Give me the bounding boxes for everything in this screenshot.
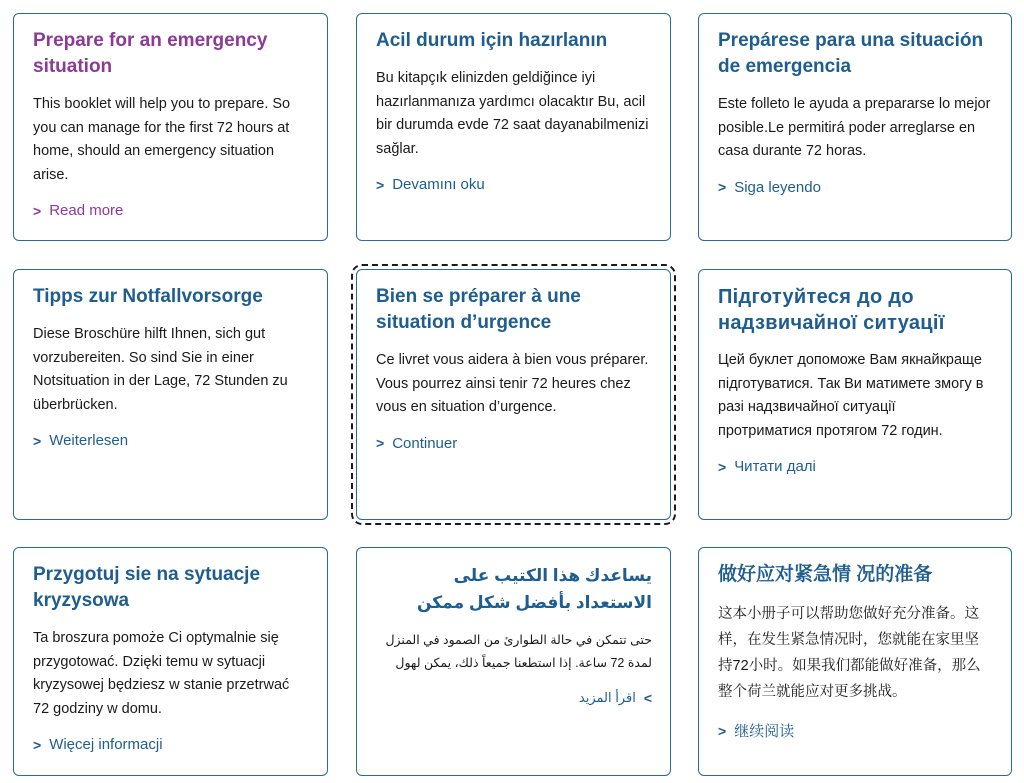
- chevron-right-icon: >: [718, 722, 727, 739]
- card-english[interactable]: [13, 13, 328, 241]
- link-label: 继续阅读: [734, 723, 795, 740]
- card-french[interactable]: [356, 269, 671, 520]
- card-title: 做好应对紧急情 况的准备: [718, 564, 933, 585]
- link-label: Читати далі: [734, 458, 816, 475]
- card-arabic[interactable]: [356, 547, 671, 776]
- card-body: Diese Broschüre hilft Ihnen, sich gut vorzubereiten. So sind Sie in einer Notsituation in der Lage, 72 Stunden zu überbrücken.: [33, 326, 288, 413]
- read-more-link[interactable]: [33, 202, 123, 219]
- card-body: حتى تتمكن في حالة الطوارئ من الصمود في المنزل لمدة 72 ساعة. إذا استطعنا جميعاً ذلك، يمكن لهول: [385, 633, 652, 670]
- chevron-right-icon: >: [33, 202, 42, 219]
- link-label: Devamını oku: [392, 176, 485, 193]
- link-label: Więcej informacji: [49, 736, 163, 753]
- card-title: Підготуйтеся до до надзвичайної ситуації: [718, 286, 945, 334]
- card-title: Przygotuj sie na sytuacje kryzysowa: [33, 564, 261, 611]
- chevron-right-icon: >: [718, 179, 727, 195]
- read-more-link[interactable]: [33, 736, 163, 753]
- card-body: Ce livret vous aidera à bien vous préparer. Vous pourrez ainsi tenir 72 heures chez vous en situation d’urgence.: [376, 352, 649, 415]
- read-more-link[interactable]: [33, 432, 128, 449]
- link-label: Read more: [49, 202, 124, 219]
- card-title: يساعدك هذا الكتيب على الاستعداد بأفضل شكل ممكن: [417, 566, 652, 612]
- read-more-link[interactable]: [376, 435, 457, 452]
- card-turkish[interactable]: [356, 13, 671, 241]
- chevron-right-icon: >: [376, 435, 385, 451]
- card-body: Bu kitapçık elinizden geldiğince iyi hazırlanmanıza yardımcı olacaktır Bu, acil bir durumda evde 72 saat dayanabilmenizi sağlar.: [376, 70, 649, 157]
- card-title: Prepárese para una situación de emergencia: [718, 30, 984, 77]
- link-label: Siga leyendo: [734, 178, 821, 196]
- card-ukrainian[interactable]: [698, 269, 1012, 520]
- link-label: اقرأ المزيد: [578, 690, 636, 705]
- link-label: Weiterlesen: [49, 432, 129, 449]
- card-body: Цей буклет допоможе Вам якнайкраще підготуватися. Так Ви матимете змогу в разі надзвичайної ситуації протриматися протягом 72 годин.: [718, 352, 984, 439]
- card-title: Bien se préparer à une situation d’urgence: [376, 286, 581, 333]
- card-body: This booklet will help you to prepare. So you can manage for the first 72 hours at home, should an emergency situation arise.: [33, 96, 291, 183]
- chevron-right-icon: >: [33, 432, 42, 449]
- card-title: Prepare for an emergency situation: [33, 30, 268, 77]
- chevron-right-icon: >: [718, 458, 727, 475]
- read-more-link[interactable]: [718, 720, 794, 741]
- card-title: Acil durum için hazırlanın: [376, 30, 608, 51]
- card-chinese[interactable]: [698, 547, 1012, 776]
- card-body: 这本小册子可以帮助您做好充分准备。这样，在发生紧急情况时，您就能在家里坚持72小时。如果我们都能做好准备，那么整个荷兰就能应对更多挑战。: [718, 606, 981, 700]
- read-more-link[interactable]: [718, 179, 821, 196]
- read-more-link[interactable]: [718, 458, 816, 475]
- card-spanish[interactable]: [698, 13, 1012, 241]
- link-label: Continuer: [392, 434, 458, 452]
- card-body: Este folleto le ayuda a prepararse lo mejor posible.Le permitirá poder arreglarse en casa durante 72 horas.: [718, 96, 991, 159]
- chevron-right-icon: >: [33, 736, 42, 753]
- card-body: Ta broszura pomoże Ci optymalnie się przygotować. Dzięki temu w sytuacji kryzysowej będziesz w stanie przetrwać 72 godziny w domu.: [33, 630, 290, 717]
- card-polish[interactable]: [13, 547, 328, 776]
- read-more-link[interactable]: [376, 176, 485, 193]
- chevron-left-icon: >: [643, 690, 652, 706]
- card-german[interactable]: [13, 269, 328, 520]
- card-title: Tipps zur Notfallvorsorge: [33, 286, 263, 307]
- read-more-link[interactable]: [579, 690, 652, 706]
- chevron-right-icon: >: [376, 176, 385, 193]
